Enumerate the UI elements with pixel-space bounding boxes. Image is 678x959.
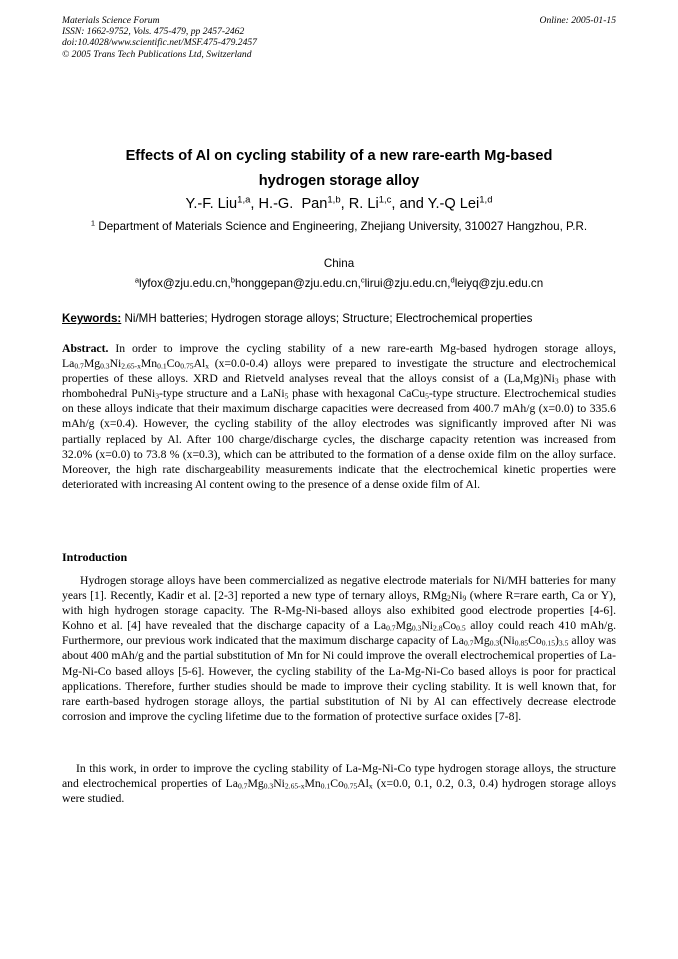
author-affiliation-mark: 1,c <box>378 194 392 206</box>
running-header <box>62 15 616 60</box>
subscript: 3.5 <box>558 638 569 648</box>
journal-name: Materials Science Forum <box>62 15 160 26</box>
author-emails <box>62 277 616 290</box>
email-separator: , <box>447 277 451 290</box>
author-name: R. Li <box>348 196 379 212</box>
keywords-label: Keywords: <box>62 312 122 325</box>
online-date: Online: 2005-01-15 <box>539 15 616 26</box>
email-mark: b <box>230 275 235 285</box>
introduction-paragraph-2 <box>62 761 616 806</box>
abstract-text: Ni <box>109 357 122 371</box>
body-text: In this work, in order to improve the cycling stability of La-Mg-Ni-Co type hydrogen storage alloys, the structure and electrochemical properties of La <box>62 762 616 791</box>
abstract <box>62 341 616 492</box>
abstract-text: Al <box>193 357 206 371</box>
body-text: Ni <box>421 619 434 633</box>
body-text: Mn <box>304 777 321 791</box>
email-link[interactable]: lirui@zju.edu.cn <box>364 277 448 290</box>
copyright-line: © 2005 Trans Tech Publications Ltd, Switzerland <box>62 48 252 60</box>
section-heading-introduction: Introduction <box>62 550 128 564</box>
introduction-paragraph-1 <box>62 573 616 724</box>
body-text: Ni <box>273 777 285 791</box>
subscript: 0.7 <box>237 781 248 791</box>
body-text: (x=0.0, 0.1, 0.2, 0.3, 0.4) hydrogen storage alloys were studied. <box>62 777 616 806</box>
keywords-text: Ni/MH batteries; Hydrogen storage alloys; Structure; Electrochemical properties <box>124 312 533 325</box>
affiliation-country: China <box>323 257 355 270</box>
email-link[interactable]: lyfox@zju.edu.cn <box>139 277 228 290</box>
publication-info <box>62 15 616 60</box>
abstract-text: Mg <box>83 357 101 371</box>
subscript: 0.1 <box>320 781 331 791</box>
abstract-text: phase with rhombohedral PuNi <box>62 372 616 401</box>
body-text: Mg <box>247 777 264 791</box>
abstract-label: Abstract. <box>62 342 109 355</box>
doi-link[interactable]: doi:10.4028/www.scientific.net/MSF.475-479.2457 <box>62 37 257 49</box>
abstract-text: In order to improve the cycling stability of a new rare-earth Mg-based hydrogen storage alloys, La <box>62 342 617 371</box>
abstract-text: Mn <box>140 357 158 371</box>
paper-title <box>62 144 616 194</box>
body-text: Co <box>330 777 344 791</box>
subscript: x <box>368 781 373 791</box>
body-text: (where R=rare earth, Ca or Y), with high hydrogen storage capacity. The R-Mg-Ni-based alloys also exhibited good electrode properties [4-6]. Kohno et al. [4] have revealed that the discharge capacity of a La <box>62 589 616 633</box>
subscript: 5 <box>284 391 289 401</box>
body-text: (Ni <box>499 634 515 648</box>
email-mark: c <box>360 275 365 285</box>
author-list <box>62 195 616 213</box>
author-separator: , <box>250 196 259 212</box>
subscript: 5 <box>425 391 429 401</box>
body-text: Mg <box>395 619 412 633</box>
body-text: Mg <box>473 634 490 648</box>
title-line-1: Effects of Al on cycling stability of a new rare-earth Mg-based <box>125 148 553 164</box>
author-affiliation-mark: 1,b <box>327 194 341 206</box>
abstract-text: -type structure and a LaNi <box>159 387 285 401</box>
author-separator: , and <box>391 196 428 212</box>
author-affiliation-mark: 1,d <box>479 194 493 206</box>
abstract-text: -type structure. Electrochemical studies on these alloys indicate that their maximum discharge capacities were decreased from 400.7 mAh/g (x=0.0) to 335.6 mAh/g (x=0.4). However, the cycling stability of the alloy electrodes was significantly improved after Ni was partially replaced by Al. After 100 charge/discharge cycles, the discharge capacity retention was increased from 32.0% (x=0.0) to 73.8 % (x=0.3), which can be attributed to the formation of a dense oxide film on the alloy surface. Moreover, the high rate dischargeability measurements indicate that the electrochemical kinetic properties were deteriorated with increasing Al content owing to the presence of a dense oxide film of Al. <box>62 387 617 491</box>
body-text: Ni <box>450 589 463 603</box>
subscript: 0.75 <box>343 781 358 791</box>
body-text: Co <box>528 634 542 648</box>
affiliation <box>62 220 616 234</box>
subscript: 0.15 <box>541 638 556 648</box>
body-text: Co <box>442 619 457 633</box>
subscript: 0.7 <box>463 638 474 648</box>
author-name: Y.-Q Lei <box>427 196 480 212</box>
subscript: 2 <box>446 593 451 603</box>
subscript: 0.1 <box>157 361 167 371</box>
body-text: alloy was about 400 mAh/g and the partial substitution of Mn for Ni could improve the overall electrochemical properties of La-Mg-Ni-Co based alloys [5-6]. However, the cycling stability of the La-Mg-Ni-Co based alloys is poor for practical applications. Therefore, further studies should be made to improve their cycling stability. It is well known that, for rare earth-based hydrogen storage alloys, the partial substitution of Ni by Al can effectively decrease electrode corrosion and improve the cycling lifetime due to the formation of protective surface oxides [7-8]. <box>62 634 616 723</box>
keywords <box>62 312 616 325</box>
issn-line: ISSN: 1662-9752, Vols. 475-479, pp 2457-2462 <box>62 26 245 38</box>
email-link[interactable]: leiyq@zju.edu.cn <box>454 277 544 290</box>
subscript: 3 <box>554 376 559 386</box>
subscript: 2.8 <box>433 623 443 633</box>
author-separator: , <box>340 196 349 212</box>
author-name: H.-G. Pan <box>258 196 328 212</box>
body-text: Al <box>357 777 369 791</box>
author-affiliation-mark: 1,a <box>237 194 251 206</box>
affiliation-text: Department of Materials Science and Engineering, Zhejiang University, 310027 Hangzhou, P.R. <box>98 220 588 233</box>
subscript: 0.3 <box>411 623 422 633</box>
email-mark: d <box>450 275 455 285</box>
email-separator: , <box>227 277 231 290</box>
subscript: x <box>205 361 210 371</box>
subscript: 2.65-x <box>284 781 305 791</box>
title-line-2: hydrogen storage alloy <box>258 173 420 189</box>
abstract-text: phase with hexagonal CaCu <box>288 387 426 401</box>
subscript: 0.3 <box>100 361 110 371</box>
subscript: 0.3 <box>263 781 274 791</box>
body-text: alloy could reach 410 mAh/g. Furthermore, our previous work indicated that the maximum discharge capacity of La <box>62 619 616 648</box>
email-link[interactable]: honggepan@zju.edu.cn <box>234 277 358 290</box>
subscript: 0.5 <box>456 623 466 633</box>
body-text: Hydrogen storage alloys have been commercialized as negative electrode materials for Ni/MH batteries for many years [1]. Recently, Kadir et al. [2-3] reported a new type of ternary alloys, RMg <box>62 574 616 603</box>
affiliation-number: 1 <box>90 218 96 228</box>
subscript: 0.75 <box>180 361 194 371</box>
subscript: 0.7 <box>74 361 84 371</box>
subscript: 0.7 <box>386 623 396 633</box>
subscript: 0.3 <box>489 638 500 648</box>
abstract-text: (x=0.0-0.4) alloys were prepared to investigate the structure and electrochemical properties of these alloys. XRD and Rietveld analyses reveal that the alloys consist of a (La,Mg)Ni <box>62 357 616 386</box>
body-text: ) <box>555 634 559 648</box>
subscript: 9 <box>462 593 467 603</box>
subscript: 3 <box>155 391 160 401</box>
abstract-text: Co <box>166 357 181 371</box>
subscript: 2.65-x <box>121 361 141 371</box>
email-mark: a <box>134 275 140 285</box>
author-name: Y.-F. Liu <box>185 196 238 212</box>
subscript: 0.85 <box>514 638 529 648</box>
email-separator: , <box>357 277 361 290</box>
